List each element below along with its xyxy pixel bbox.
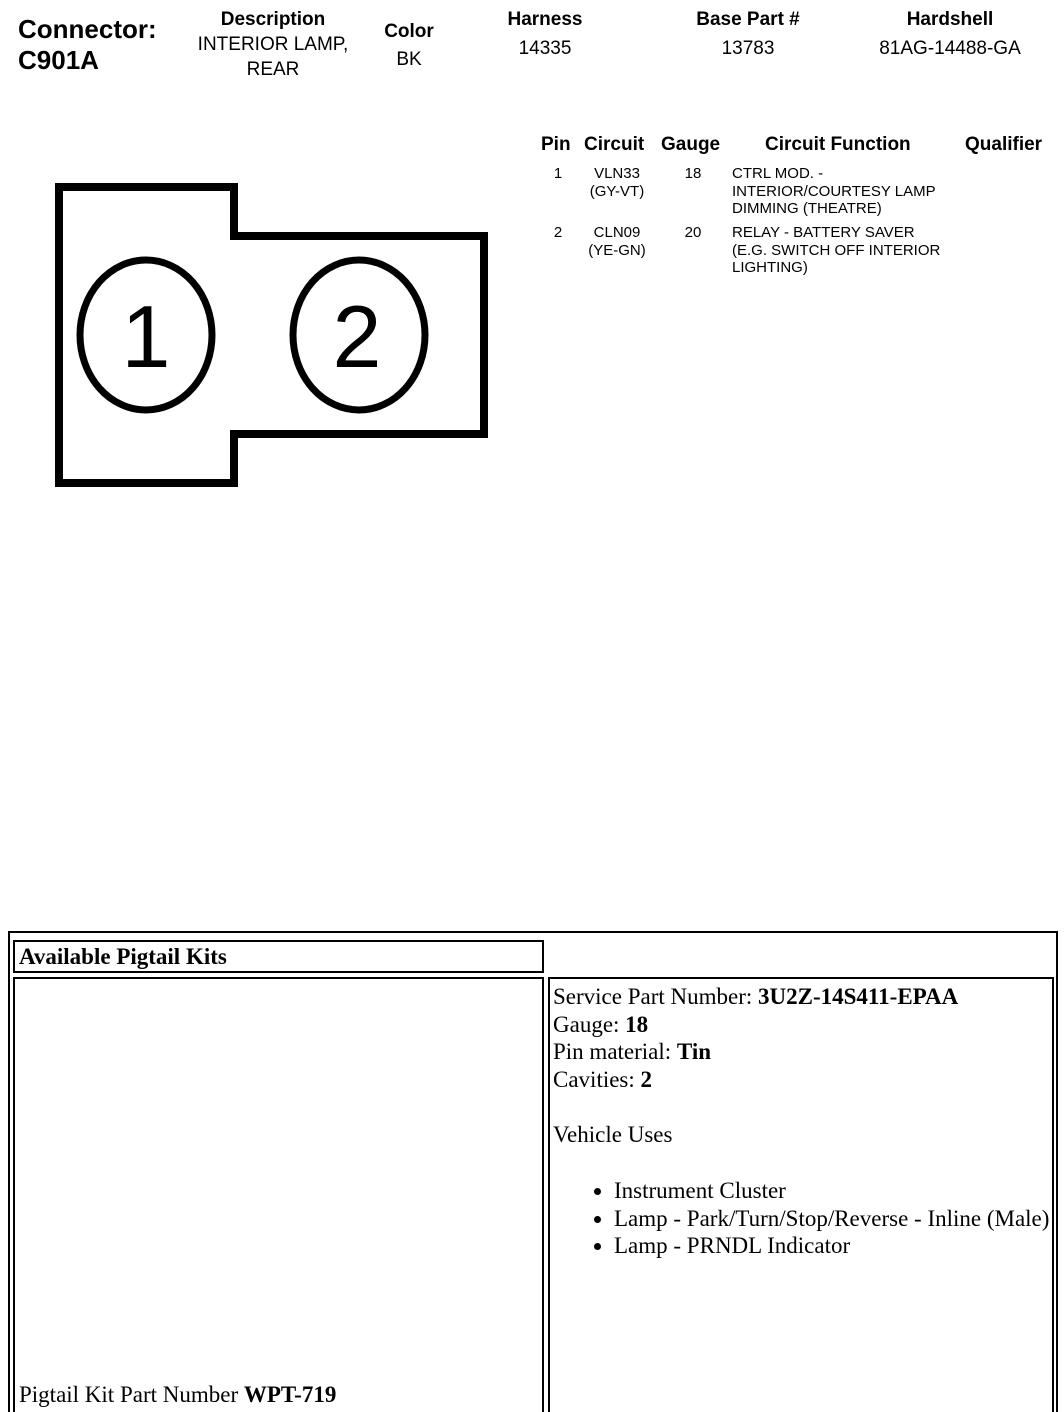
connector-label: Connector: bbox=[18, 14, 157, 44]
pin-1-function-line: DIMMING (THEATRE) bbox=[732, 200, 882, 217]
harness-value: 14335 bbox=[518, 38, 572, 59]
color-heading: Color bbox=[384, 21, 434, 42]
pin-2-gauge: 20 bbox=[684, 224, 702, 241]
pin-2-circuit bbox=[577, 224, 657, 259]
cavities-label: Cavities: bbox=[553, 1067, 635, 1092]
description-heading: Description bbox=[220, 9, 326, 30]
color-value: BK bbox=[396, 49, 422, 70]
cavities-row bbox=[553, 1066, 652, 1094]
vehicle-uses-list bbox=[586, 1177, 1054, 1260]
pigtail-image-cell bbox=[13, 977, 544, 1412]
pin-1-gauge: 18 bbox=[684, 165, 702, 182]
pigtail-kit-part-number bbox=[19, 1382, 336, 1408]
service-part-label: Service Part Number: bbox=[553, 984, 753, 1009]
pin-1-function-line: CTRL MOD. - bbox=[732, 165, 824, 182]
cavity-2-label: 2 bbox=[332, 287, 382, 386]
gauge-column-heading: Gauge bbox=[661, 134, 721, 155]
connector-face-diagram bbox=[50, 176, 495, 496]
connector-id: C901A bbox=[18, 45, 99, 75]
pin-2-number: 2 bbox=[553, 224, 563, 241]
pin-1-circuit-id: VLN33 bbox=[594, 165, 640, 182]
hardshell-value: 81AG-14488-GA bbox=[879, 38, 1021, 59]
base-part-value: 13783 bbox=[721, 38, 775, 59]
pigtail-kits-title: Available Pigtail Kits bbox=[19, 944, 227, 969]
connector-heading bbox=[18, 14, 157, 76]
pin-1-function-line: INTERIOR/COURTESY LAMP bbox=[732, 182, 936, 200]
cavities-value: 2 bbox=[640, 1067, 653, 1092]
vehicle-use-item: • Lamp - Park/Turn/Stop/Reverse - Inline (Male) bbox=[614, 1205, 1054, 1233]
pin-2-circuit-color: (YE-GN) bbox=[588, 241, 646, 259]
description-column bbox=[178, 8, 368, 82]
cavity-1-label: 1 bbox=[121, 287, 171, 386]
pin-material-value: Tin bbox=[676, 1039, 712, 1064]
pin-2-circuit-id: CLN09 bbox=[593, 224, 641, 241]
pin-material-label: Pin material: bbox=[553, 1039, 672, 1064]
service-part-number-row bbox=[553, 983, 958, 1011]
kit-part-value: WPT-719 bbox=[243, 1382, 337, 1407]
pin-column-heading: Pin bbox=[541, 134, 571, 155]
service-part-value: 3U2Z-14S411-EPAA bbox=[758, 984, 959, 1009]
harness-heading: Harness bbox=[507, 9, 583, 30]
pin-2-function-line: (E.G. SWITCH OFF INTERIOR bbox=[732, 241, 941, 259]
hardshell-heading: Hardshell bbox=[906, 9, 994, 30]
base-part-column bbox=[668, 8, 828, 61]
circuit-function-column-heading: Circuit Function bbox=[765, 134, 911, 155]
hardshell-column bbox=[860, 8, 1040, 61]
gauge-row bbox=[553, 1011, 648, 1039]
gauge-label: Gauge: bbox=[553, 1012, 620, 1037]
pin-2-function-line: RELAY - BATTERY SAVER bbox=[732, 224, 915, 241]
vehicle-uses-heading: Vehicle Uses bbox=[553, 1122, 673, 1147]
gauge-value: 18 bbox=[625, 1012, 649, 1037]
harness-column bbox=[480, 8, 610, 61]
pin-1-function bbox=[732, 165, 972, 218]
vehicle-use-item: • Lamp - PRNDL Indicator bbox=[614, 1232, 1054, 1260]
kit-part-label: Pigtail Kit Part Number bbox=[19, 1382, 239, 1407]
circuit-column-heading: Circuit bbox=[584, 134, 645, 155]
pin-1-circuit-color: (GY-VT) bbox=[589, 182, 645, 200]
description-value: INTERIOR LAMP, REAR bbox=[197, 34, 349, 80]
pin-1-circuit bbox=[577, 165, 657, 200]
pin-material-row bbox=[553, 1038, 711, 1066]
color-column bbox=[370, 20, 448, 72]
base-part-heading: Base Part # bbox=[696, 9, 800, 30]
pin-2-function bbox=[732, 224, 972, 277]
vehicle-use-item: • Instrument Cluster bbox=[614, 1177, 1054, 1205]
qualifier-column-heading: Qualifier bbox=[965, 134, 1043, 155]
pigtail-details-cell bbox=[548, 977, 1054, 1412]
pin-1-number: 1 bbox=[553, 165, 563, 182]
pin-2-function-line: LIGHTING) bbox=[732, 259, 808, 276]
pigtail-kits-title-cell bbox=[13, 940, 544, 973]
